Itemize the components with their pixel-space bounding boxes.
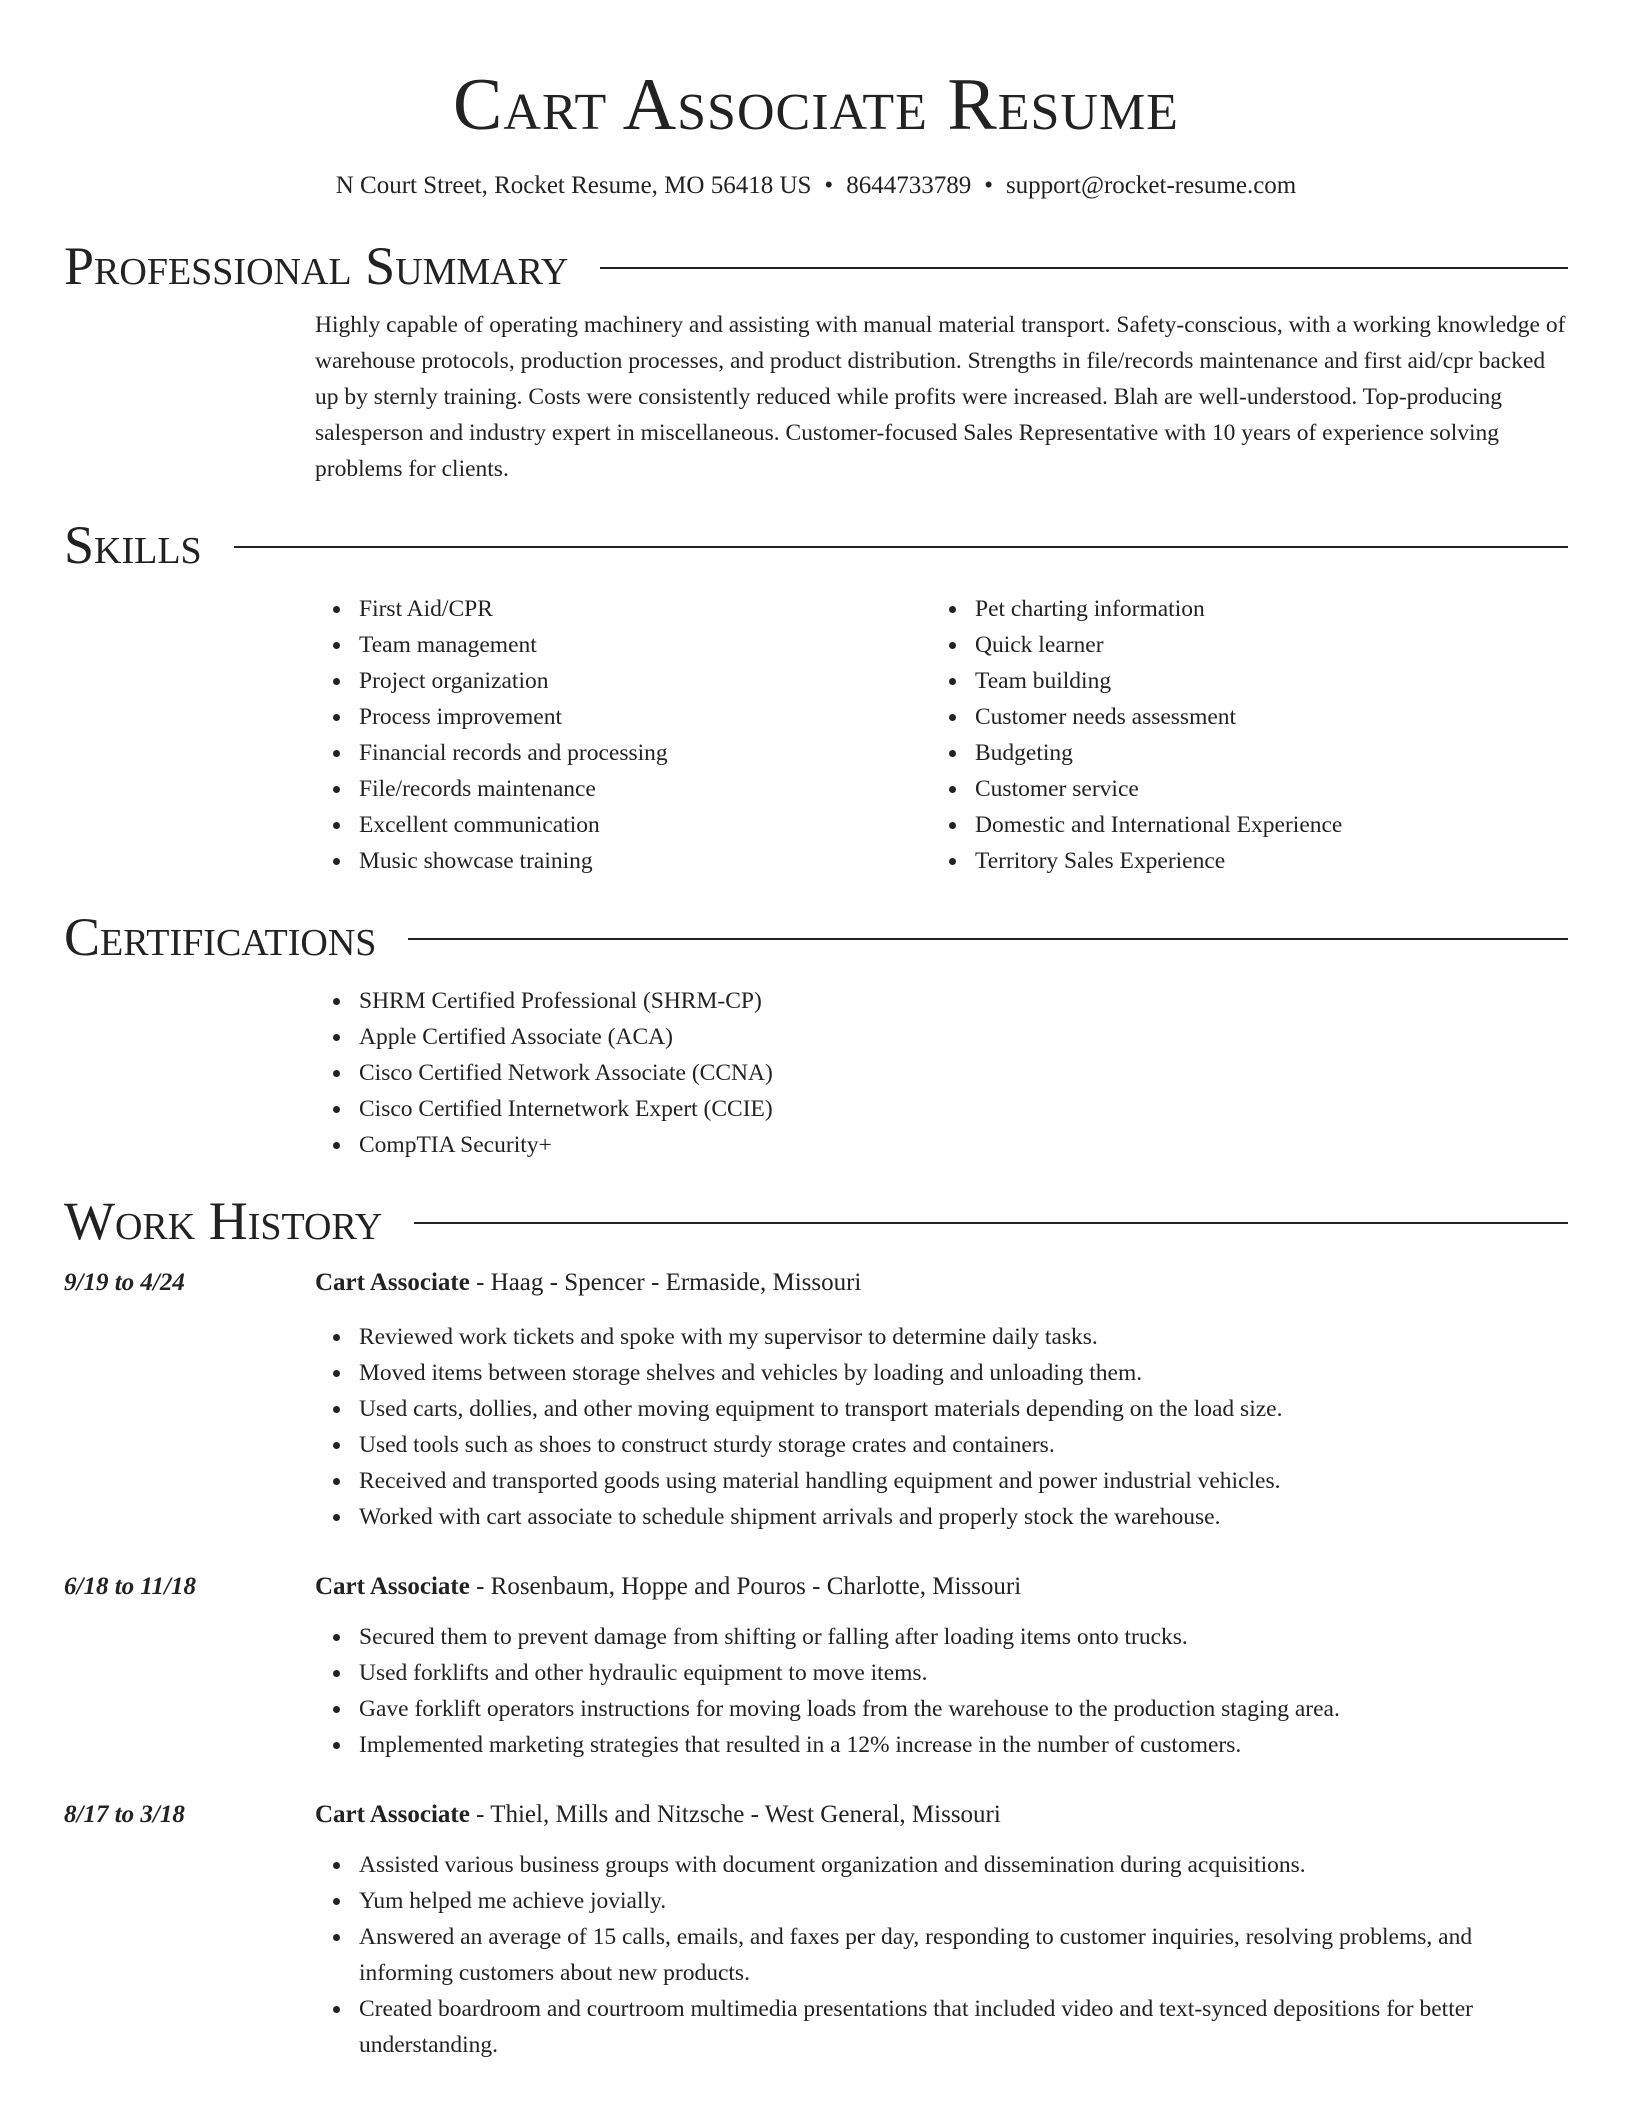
job-bullet: Used tools such as shoes to construct sturdy storage crates and containers. — [359, 1427, 1568, 1463]
job-bullets — [315, 1619, 1568, 1763]
resume-title: Cart Associate Resume — [453, 64, 1179, 146]
job-bullet-list — [315, 1319, 1568, 1535]
skills-content — [315, 591, 1568, 879]
contact-email: support@rocket-resume.com — [1005, 172, 1297, 199]
skill-item: Process improvement — [359, 699, 931, 735]
summary-section — [64, 236, 1568, 487]
skill-item: Pet charting information — [975, 591, 1547, 627]
certification-item: CompTIA Security+ — [359, 1127, 1568, 1163]
job-bullet: Moved items between storage shelves and vehicles by loading and unloading them. — [359, 1355, 1568, 1391]
contact-address: N Court Street, Rocket Resume, MO 56418 US — [335, 172, 812, 199]
summary-content — [315, 307, 1568, 487]
skill-item: Excellent communication — [359, 807, 931, 843]
work-history-section — [64, 1191, 1568, 2063]
work-history-header — [64, 1191, 1568, 1251]
skill-item: Music showcase training — [359, 843, 931, 879]
skills-list-left — [315, 591, 931, 879]
certifications-content — [315, 983, 1568, 1163]
job-bullet: Gave forklift operators instructions for moving loads from the warehouse to the production staging area. — [359, 1691, 1568, 1727]
certifications-heading: Certifications — [64, 907, 377, 967]
job-employer: - Thiel, Mills and Nitzsche - West General, Missouri — [469, 1801, 1001, 1828]
job-bullet: Implemented marketing strategies that resulted in a 12% increase in the number of customers. — [359, 1727, 1568, 1763]
contact-separator: • — [824, 172, 834, 199]
section-divider — [414, 1222, 1568, 1224]
certification-item: Apple Certified Associate (ACA) — [359, 1019, 1568, 1055]
contact-separator: • — [984, 172, 993, 199]
job-heading-row — [64, 1797, 1568, 1833]
job-employer: - Haag - Spencer - Ermaside, Missouri — [469, 1269, 862, 1296]
skills-header — [64, 515, 1568, 575]
job-bullet: Worked with cart associate to schedule shipment arrivals and properly stock the warehouse. — [359, 1499, 1568, 1535]
skill-item: Financial records and processing — [359, 735, 931, 771]
skills-column-left — [315, 591, 931, 879]
job-role: Cart Associate — [315, 1801, 470, 1828]
job-role: Cart Associate — [315, 1573, 470, 1600]
section-divider — [408, 938, 1568, 940]
job-title-line — [315, 1797, 1001, 1833]
job-bullet: Used forklifts and other hydraulic equipment to move items. — [359, 1655, 1568, 1691]
job-bullet-list — [315, 1619, 1568, 1763]
skill-item: File/records maintenance — [359, 771, 931, 807]
summary-text: Highly capable of operating machinery and assisting with manual material transport. Safety-conscious, with a working knowledge of warehouse protocols, production processes, and product distribution. Strengths in file/records maintenance and first aid/cpr backed up by sternly training. Costs were consistently reduced while profits were increased. Blah are well-understood. Top-producing salesperson and industry expert in miscellaneous. Customer-focused Sales Representative with 10 years of experience solving problems for clients. — [315, 312, 1566, 482]
job-title-line — [315, 1265, 861, 1301]
skill-item: Project organization — [359, 663, 931, 699]
skill-item: Team building — [975, 663, 1547, 699]
contact-phone: 8644733789 — [846, 172, 972, 199]
job-bullet: Yum helped me achieve jovially. — [359, 1883, 1568, 1919]
certifications-header — [64, 907, 1568, 967]
job-dates: 9/19 to 4/24 — [64, 1269, 185, 1296]
job-bullet: Assisted various business groups with document organization and dissemination during acquisitions. — [359, 1847, 1568, 1883]
job-bullets — [315, 1319, 1568, 1535]
skill-item: Budgeting — [975, 735, 1547, 771]
job-dates: 8/17 to 3/18 — [64, 1801, 185, 1828]
skill-item: Team management — [359, 627, 931, 663]
skill-item: Customer service — [975, 771, 1547, 807]
skills-list-right — [931, 591, 1547, 879]
job-bullet: Secured them to prevent damage from shifting or falling after loading items onto trucks. — [359, 1619, 1568, 1655]
summary-heading: Professional Summary — [64, 236, 569, 296]
skill-item: Customer needs assessment — [975, 699, 1547, 735]
job-entry — [64, 1265, 1568, 1535]
job-role: Cart Associate — [315, 1269, 470, 1296]
job-bullet: Used carts, dollies, and other moving equipment to transport materials depending on the load size. — [359, 1391, 1568, 1427]
skills-heading: Skills — [64, 515, 202, 575]
skills-column-right — [931, 591, 1547, 879]
job-heading-row — [64, 1569, 1568, 1605]
work-history-heading: Work History — [64, 1191, 383, 1251]
section-divider — [234, 546, 1568, 548]
skill-item: Territory Sales Experience — [975, 843, 1547, 879]
job-entry — [64, 1569, 1568, 1763]
job-employer: - Rosenbaum, Hoppe and Pouros - Charlotte, Missouri — [469, 1573, 1022, 1600]
job-dates: 6/18 to 11/18 — [64, 1573, 196, 1600]
job-bullet-list — [315, 1847, 1568, 2063]
job-bullet: Created boardroom and courtroom multimedia presentations that included video and text-synced depositions for better understanding. — [359, 1991, 1568, 2063]
skill-item: Quick learner — [975, 627, 1547, 663]
job-bullet: Reviewed work tickets and spoke with my supervisor to determine daily tasks. — [359, 1319, 1568, 1355]
contact-line — [64, 170, 1568, 202]
section-divider — [600, 267, 1568, 269]
certification-item: SHRM Certified Professional (SHRM-CP) — [359, 983, 1568, 1019]
job-title-line — [315, 1569, 1021, 1605]
job-bullet: Answered an average of 15 calls, emails, and faxes per day, responding to customer inquiries, resolving problems, and informing customers about new products. — [359, 1919, 1568, 1991]
certification-item: Cisco Certified Network Associate (CCNA) — [359, 1055, 1568, 1091]
summary-header — [64, 236, 1568, 296]
skill-item: Domestic and International Experience — [975, 807, 1547, 843]
job-bullets — [315, 1847, 1568, 2063]
skills-section — [64, 515, 1568, 879]
job-bullet: Received and transported goods using material handling equipment and power industrial vehicles. — [359, 1463, 1568, 1499]
skill-item: First Aid/CPR — [359, 591, 931, 627]
job-heading-row — [64, 1265, 1568, 1301]
job-entry — [64, 1797, 1568, 2063]
certifications-list — [315, 983, 1568, 1163]
certifications-section — [64, 907, 1568, 1163]
certification-item: Cisco Certified Internetwork Expert (CCIE) — [359, 1091, 1568, 1127]
